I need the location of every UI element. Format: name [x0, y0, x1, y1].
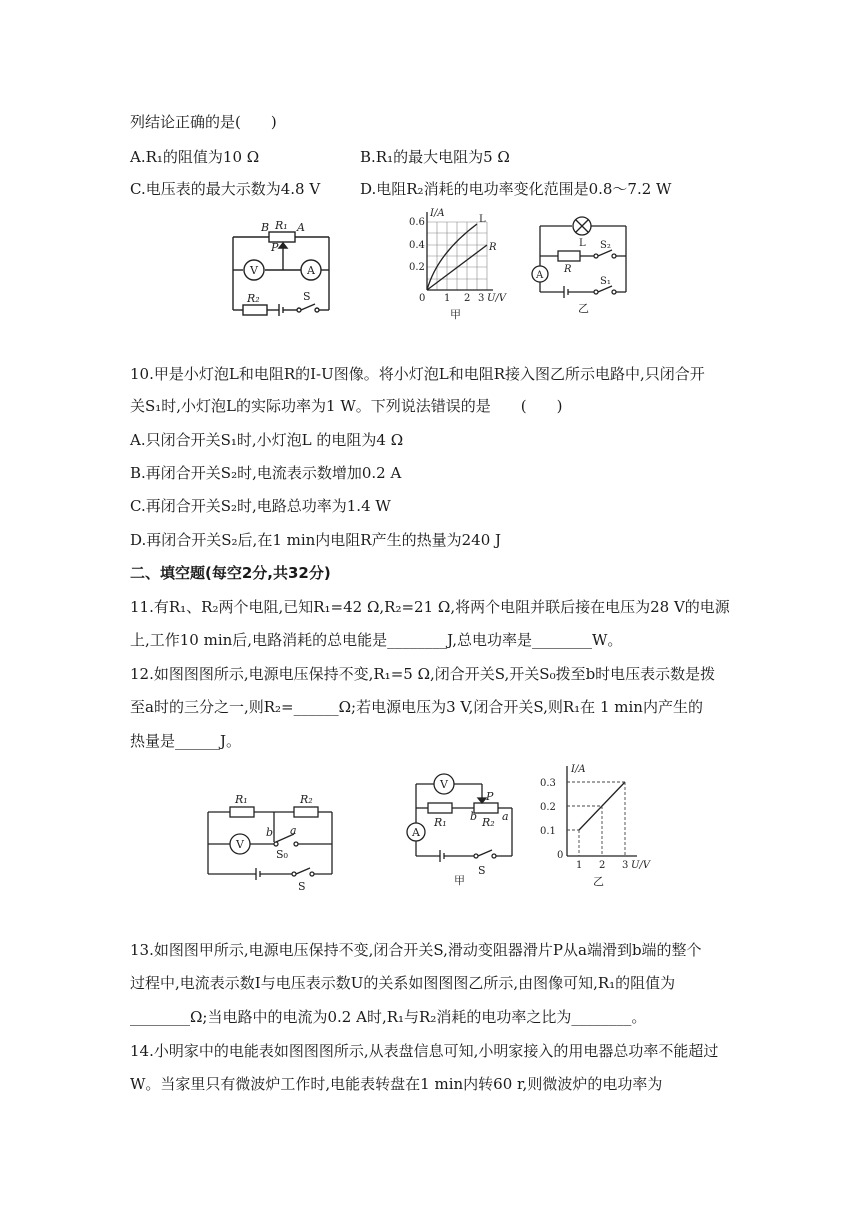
q12-line3: 热量是______J。: [130, 732, 242, 750]
lamp-label: L: [579, 238, 586, 249]
switch1-label: S₁: [600, 276, 611, 287]
y-tick-06: 0.6: [409, 217, 425, 228]
x-tick-3: 3: [622, 860, 629, 871]
q10-option-a: A.只闭合开关S₁时,小灯泡L 的电阻为4 Ω: [130, 431, 404, 449]
origin-label: 0: [557, 850, 564, 861]
label-r1: R₁: [434, 816, 447, 829]
caption-jia: 甲: [454, 874, 465, 887]
q10-option-d: D.再闭合开关S₂后,在1 min内电阻R产生的热量为240 J: [130, 531, 502, 549]
y-tick-02: 0.2: [409, 262, 425, 273]
label-s: S: [303, 290, 311, 303]
q11-line1: 11.有R₁、R₂两个电阻,已知R₁=42 Ω,R₂=21 Ω,将两个电阻并联后接在电压为28 V的电源: [130, 598, 730, 616]
origin-label: 0: [419, 293, 426, 304]
q10-option-c: C.再闭合开关S₂时,电路总功率为1.4 W: [130, 497, 391, 515]
label-a: a: [290, 824, 297, 837]
q9-option-d: D.电阻R₂消耗的电功率变化范围是0.8～7.2 W: [360, 180, 672, 198]
x-axis-label: U/V: [487, 293, 507, 304]
x-tick-2: 2: [599, 860, 606, 871]
q10-circuit-yi: [528, 208, 638, 320]
q9-option-b: B.R₁的最大电阻为5 Ω: [360, 148, 510, 166]
y-tick-03: 0.3: [540, 778, 556, 789]
label-b: B: [261, 221, 270, 234]
label-a: a: [502, 810, 509, 823]
q14-line2: W。当家里只有微波炉工作时,电能表转盘在1 min内转60 r,则微波炉的电功率为: [130, 1075, 663, 1093]
q12-circuit-figure: [200, 790, 340, 893]
curve-l-label: L: [479, 214, 486, 225]
label-s0: S₀: [276, 848, 288, 861]
x-tick-1: 1: [444, 293, 451, 304]
ammeter-label: A: [536, 270, 544, 281]
q12-line2: 至a时的三分之一,则R₂=______Ω;若电源电压为3 V,闭合开关S,则R₁在 1 min内产生的: [130, 698, 703, 716]
section2-heading: 二、填空题(每空2分,共32分): [130, 564, 331, 582]
q14-line1: 14.小明家中的电能表如图图图所示,从表盘信息可知,小明家接入的用电器总功率不能超过: [130, 1042, 719, 1060]
ammeter-label: A: [412, 826, 420, 839]
switch2-label: S₂: [600, 240, 611, 251]
y-tick-02: 0.2: [540, 802, 556, 813]
label-b: b: [470, 810, 478, 823]
q9-stem-tail: 列结论正确的是( ): [130, 113, 277, 131]
q13-circuit-jia: [396, 770, 526, 888]
resistor-label: R: [564, 264, 572, 275]
y-axis-label: I/A: [571, 764, 586, 775]
x-tick-3: 3: [478, 293, 485, 304]
q13-line2: 过程中,电流表示数I与电压表示数U的关系如图图图乙所示,由图像可知,R₁的阻值为: [130, 974, 676, 992]
voltmeter-label: V: [236, 838, 244, 851]
caption-yi: 乙: [593, 875, 604, 888]
caption-yi: 乙: [578, 302, 589, 315]
q10-iu-graph: [405, 206, 510, 324]
label-p: P: [271, 241, 279, 254]
label-s: S: [298, 880, 306, 893]
label-a-end: A: [297, 221, 305, 234]
x-axis-label: U/V: [631, 860, 651, 871]
q10-line2: 关S₁时,小灯泡L的实际功率为1 W。下列说法错误的是 ( ): [130, 397, 563, 415]
label-b: b: [266, 826, 274, 839]
label-r2: R₂: [300, 793, 313, 806]
label-r1: R₁: [235, 793, 248, 806]
label-s: S: [478, 864, 486, 877]
ammeter-label: A: [307, 264, 315, 277]
q9-circuit-figure: [225, 212, 345, 320]
q13-iu-graph: [535, 760, 660, 890]
q12-line1: 12.如图图图所示,电源电压保持不变,R₁=5 Ω,闭合开关S,开关S₀拨至b时电压表示数是拨: [130, 665, 716, 683]
label-r1: R₁: [275, 219, 288, 232]
q13-line3: ________Ω;当电路中的电流为0.2 A时,R₁与R₂消耗的电功率之比为________。: [130, 1008, 647, 1026]
y-tick-04: 0.4: [409, 240, 425, 251]
q11-line2: 上,工作10 min后,电路消耗的总电能是________J,总电功率是________W。: [130, 631, 623, 649]
label-r2: R₂: [482, 816, 495, 829]
label-r2: R₂: [247, 292, 260, 305]
x-tick-1: 1: [576, 860, 583, 871]
q9-option-a: A.R₁的阻值为10 Ω: [130, 148, 260, 166]
voltmeter-label: V: [440, 778, 448, 791]
q10-line1: 10.甲是小灯泡L和电阻R的I-U图像。将小灯泡L和电阻R接入图乙所示电路中,只闭合开: [130, 365, 705, 383]
q9-option-c: C.电压表的最大示数为4.8 V: [130, 180, 321, 198]
y-axis-label: I/A: [430, 208, 445, 219]
curve-r-label: R: [489, 242, 497, 253]
caption-jia: 甲: [450, 308, 461, 321]
voltmeter-label: V: [250, 264, 258, 277]
q13-line1: 13.如图图甲所示,电源电压保持不变,闭合开关S,滑动变阻器滑片P从a端滑到b端的整个: [130, 941, 702, 959]
label-p: P: [486, 790, 494, 803]
q10-option-b: B.再闭合开关S₂时,电流表示数增加0.2 A: [130, 464, 402, 482]
x-tick-2: 2: [464, 293, 471, 304]
y-tick-01: 0.1: [540, 826, 556, 837]
